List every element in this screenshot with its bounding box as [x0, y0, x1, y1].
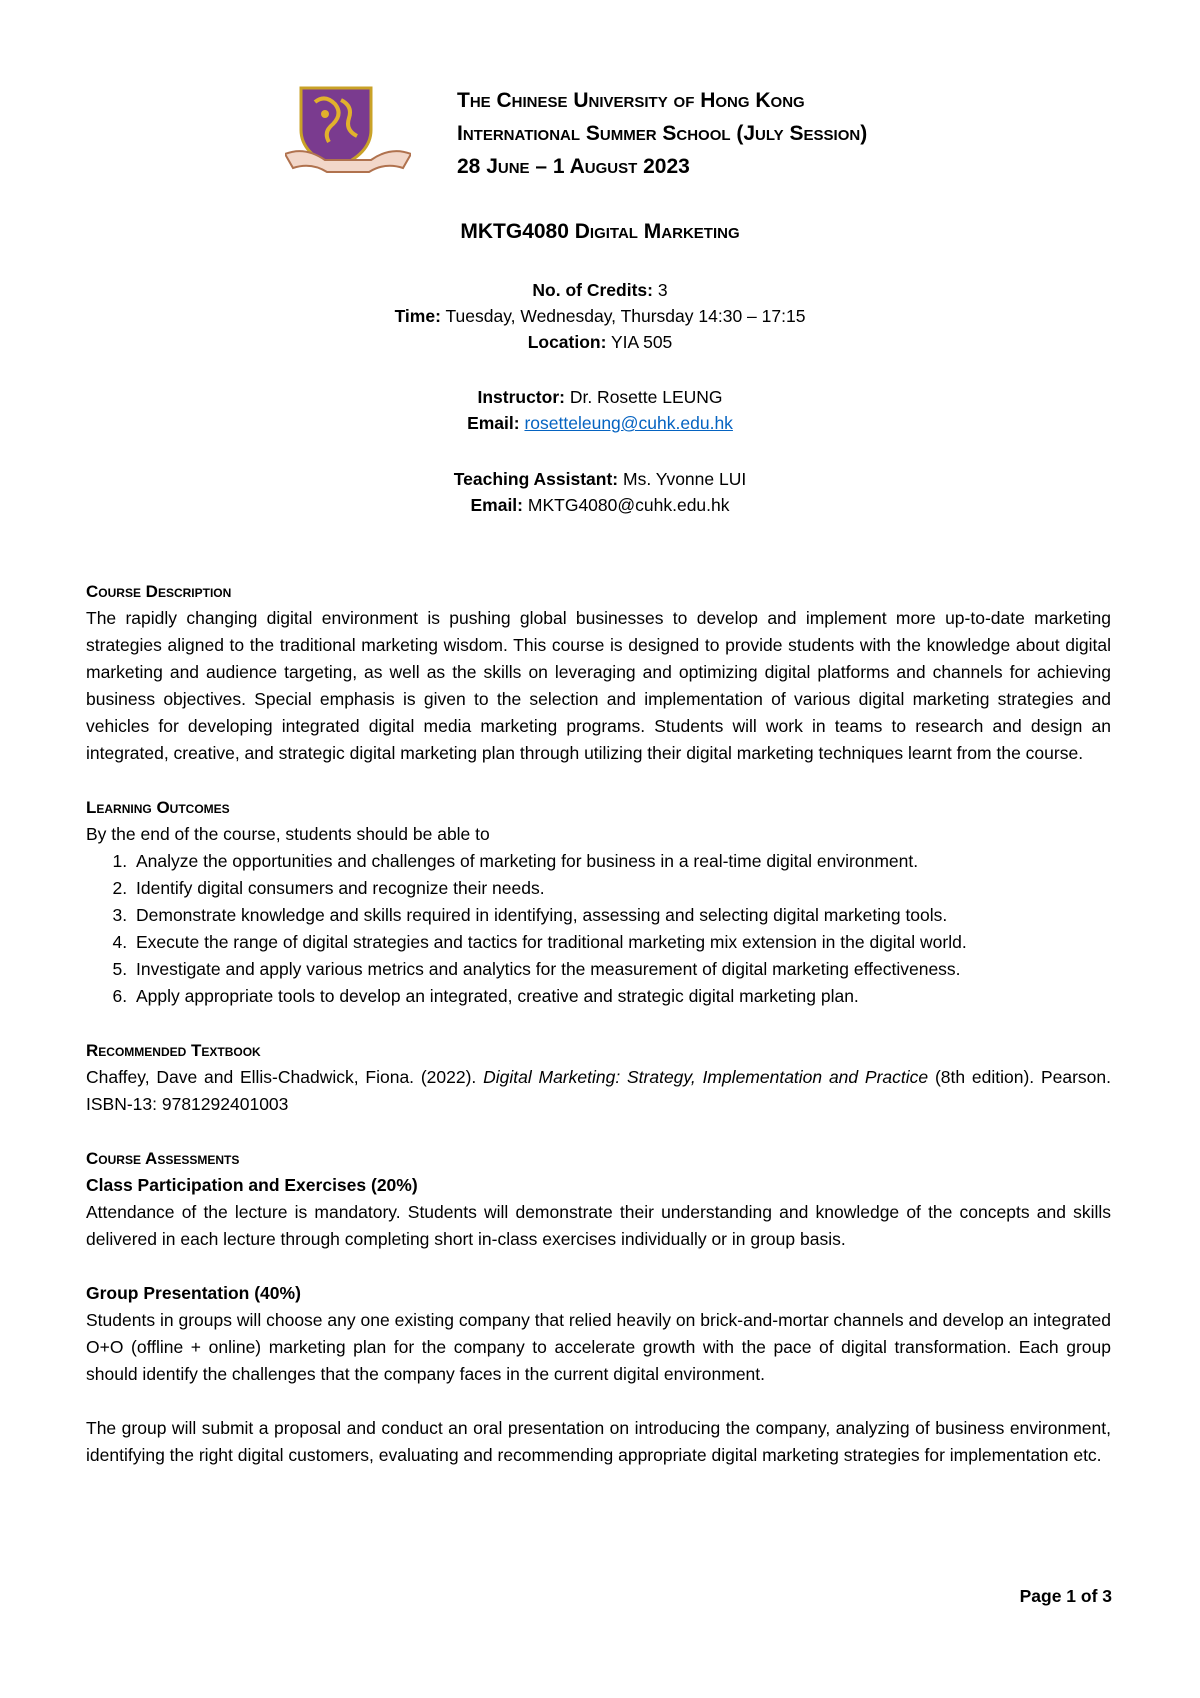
instructor-row — [0, 384, 1200, 410]
page-number: Page 1 of 3 — [1019, 1586, 1112, 1606]
list-item: 1. Analyze the opportunities and challenges of marketing for business in a real-time digital environment. — [132, 848, 1111, 875]
credits-value: 3 — [657, 280, 668, 300]
list-item: 2. Identify digital consumers and recognize their needs. — [132, 875, 1111, 902]
list-item: 3. Demonstrate knowledge and skills required in identifying, assessing and selecting digital marketing tools. — [132, 902, 1111, 929]
learning-outcomes-heading: Learning Outcomes — [86, 798, 230, 817]
presentation-title: Group Presentation (40%) — [86, 1283, 301, 1303]
participation-title: Class Participation and Exercises (20%) — [86, 1175, 418, 1195]
instructor-email-label: Email: — [467, 413, 520, 433]
school-session: International Summer School (July Session) — [457, 122, 868, 145]
instructor-email-row — [0, 410, 1200, 436]
session-dates: 28 June – 1 August 2023 — [457, 155, 690, 178]
list-item: 4. Execute the range of digital strategies and tactics for traditional marketing mix extension in the digital world. — [132, 929, 1111, 956]
course-description-text: The rapidly changing digital environment is pushing global businesses to develop and implement more up-to-date marketing strategies aligned to the traditional marketing wisdom. This course is designed to provide students with the knowledge about digital marketing and audience targeting, as well as the skills on leveraging and optimizing digital platforms and channels for achieving business objectives. Special emphasis is given to the selection and implementation of various digital marketing strategies and vehicles for developing integrated digital media marketing programs. Students will work in teams to research and design an integrated, creative, and strategic digital marketing plan through utilizing their digital marketing techniques learnt from the course. — [86, 608, 1111, 763]
university-header — [457, 84, 867, 183]
list-item: 5. Investigate and apply various metrics and analytics for the measurement of digital marketing effectiveness. — [132, 956, 1111, 983]
credits-row — [0, 277, 1200, 303]
ta-name: Ms. Yvonne LUI — [623, 469, 747, 489]
textbook-heading: Recommended Textbook — [86, 1041, 261, 1060]
textbook-authors: Chaffey, Dave and Ellis-Chadwick, Fiona. (2022). — [86, 1067, 477, 1087]
instructor-name: Dr. Rosette LEUNG — [569, 387, 723, 407]
credits-label: No. of Credits: — [532, 280, 653, 300]
learning-outcomes-list — [86, 848, 1111, 1010]
university-crest-logo — [285, 84, 411, 180]
syllabus-body — [86, 578, 1111, 1469]
learning-outcomes-intro: By the end of the course, students should be able to — [86, 824, 490, 844]
course-title: MKTG4080 Digital Marketing — [460, 220, 740, 243]
university-name: The Chinese University of Hong Kong — [457, 89, 805, 112]
instructor-label: Instructor: — [477, 387, 565, 407]
ta-email: MKTG4080@cuhk.edu.hk — [527, 495, 730, 515]
location-row — [0, 329, 1200, 355]
ta-row — [0, 466, 1200, 492]
ta-info — [0, 466, 1200, 518]
list-item: 6. Apply appropriate tools to develop an integrated, creative and strategic digital marketing plan. — [132, 983, 1111, 1010]
textbook-title: Digital Marketing: Strategy, Implementation and Practice — [483, 1067, 929, 1087]
course-info — [0, 277, 1200, 355]
location-label: Location: — [527, 332, 607, 352]
presentation-text-2: The group will submit a proposal and conduct an oral presentation on introducing the company, analyzing of business environment, identifying the right digital customers, evaluating and recommending appropriate digital marketing strategies for implementation etc. — [86, 1418, 1111, 1465]
participation-text: Attendance of the lecture is mandatory. Students will demonstrate their understanding and knowledge of the concepts and skills delivered in each lecture through completing short in-class exercises individually or in group basis. — [86, 1202, 1111, 1249]
instructor-email-link[interactable]: rosetteleung@cuhk.edu.hk — [524, 413, 733, 433]
ta-label: Teaching Assistant: — [453, 469, 619, 489]
location-value: YIA 505 — [610, 332, 673, 352]
course-description-heading: Course Description — [86, 582, 232, 601]
ta-email-row — [0, 492, 1200, 518]
textbook-edition: (8th edition). Pearson. ISBN-13: 9781292401003 — [86, 1067, 1111, 1114]
textbook-citation — [86, 1064, 1111, 1118]
instructor-info — [0, 384, 1200, 436]
presentation-text-1: Students in groups will choose any one existing company that relied heavily on brick-and-mortar channels and develop an integrated O+O (offline + online) marketing plan for the company to accelerate growth with the pace of digital transformation. Each group should identify the challenges that the company faces in the current digital environment. — [86, 1310, 1111, 1384]
time-label: Time: — [394, 306, 441, 326]
time-value: Tuesday, Wednesday, Thursday 14:30 – 17:15 — [445, 306, 806, 326]
assessments-heading: Course Assessments — [86, 1149, 240, 1168]
ta-email-label: Email: — [470, 495, 524, 515]
time-row — [0, 303, 1200, 329]
